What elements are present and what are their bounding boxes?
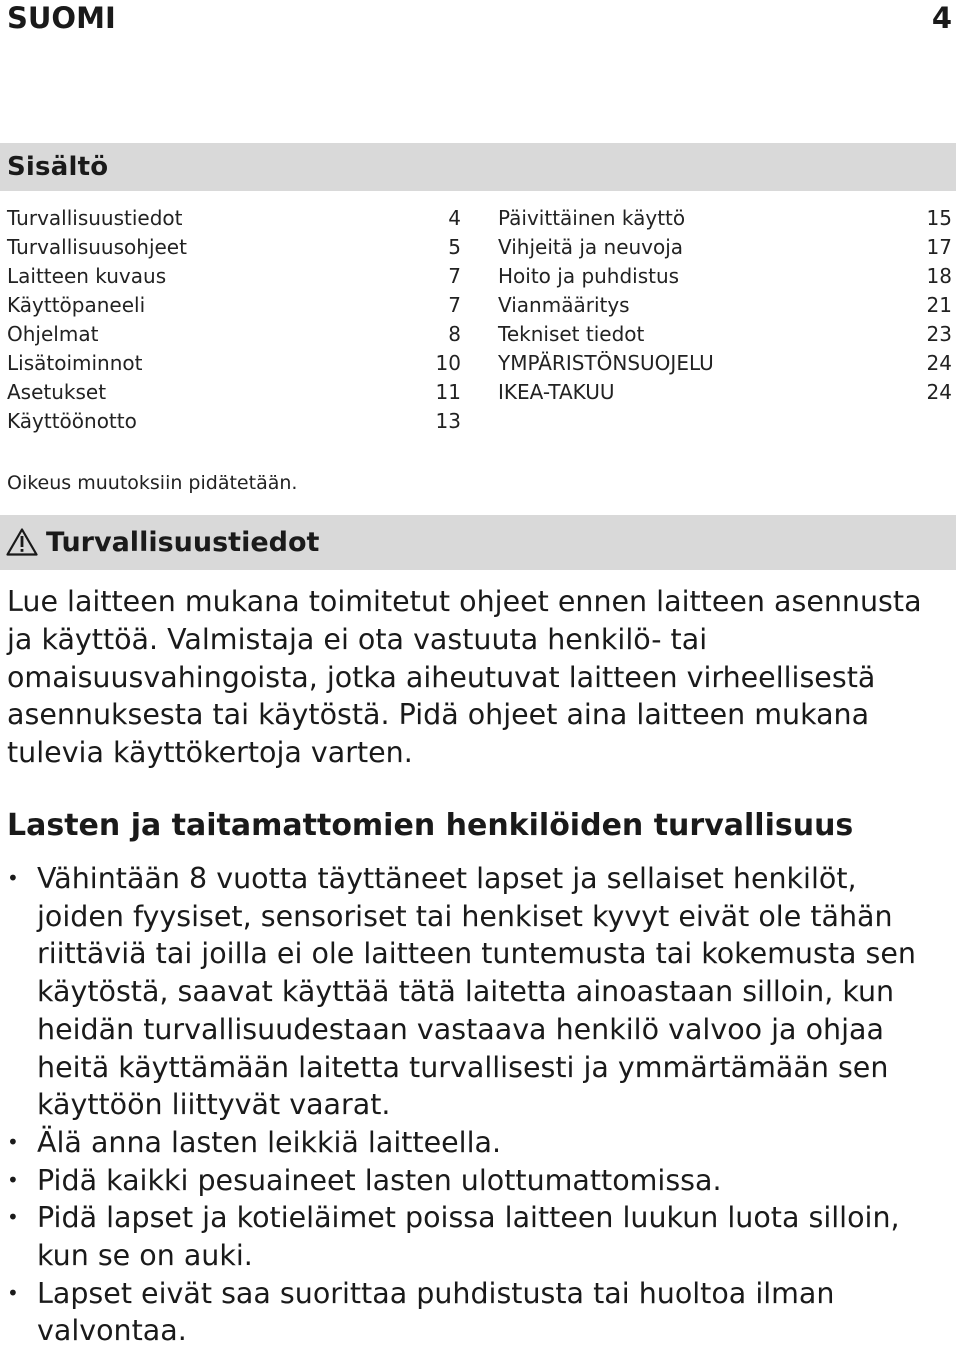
- toc-entry[interactable]: [7, 262, 461, 291]
- toc-entry-label: Vianmääritys: [498, 293, 630, 317]
- toc-entry-page: 5: [448, 235, 461, 259]
- toc-entry-label: Turvallisuustiedot: [7, 206, 183, 230]
- toc-entry[interactable]: [7, 233, 461, 262]
- toc-header-bar: [0, 143, 956, 191]
- toc-entry[interactable]: [498, 204, 952, 233]
- toc-entry[interactable]: [7, 291, 461, 320]
- list-item-text: Pidä kaikki pesuaineet lasten ulottumattomissa.: [37, 1163, 722, 1197]
- bullet-icon: •: [7, 866, 19, 890]
- toc-left-column: [7, 204, 461, 436]
- list-item: [0, 860, 950, 1124]
- bullet-icon: •: [7, 1129, 19, 1154]
- toc-entry-label: Ohjelmat: [7, 322, 99, 346]
- children-safety-heading: Lasten ja taitamattomien henkilöiden turvallisuus: [7, 808, 854, 843]
- list-item-text: Lapset eivät saa suorittaa puhdistusta tai huoltoa ilman valvontaa.: [37, 1276, 835, 1348]
- toc-entry-label: Lisätoiminnot: [7, 351, 143, 375]
- toc-entry-label: Hoito ja puhdistus: [498, 264, 680, 288]
- list-item: [0, 1124, 950, 1162]
- list-item: [0, 1199, 950, 1274]
- toc-entry-label: YMPÄRISTÖNSUOJELU: [498, 351, 714, 375]
- safety-header-bar: [0, 515, 956, 570]
- toc-entry-page: 10: [435, 351, 461, 375]
- toc-entry-page: 7: [448, 264, 461, 288]
- bullet-icon: •: [7, 1205, 19, 1230]
- list-item-text: Pidä lapset ja kotieläimet poissa laitteen luukun luota silloin, kun se on auki.: [37, 1201, 900, 1273]
- list-item-text: Vähintään 8 vuotta täyttäneet lapset ja sellaiset henkilöt, joiden fyysiset, sensoriset tai henkiset kyvyt eivät ole tähän riittäviä tai joilla ei ole laitteen tuntemusta tai kokemusta sen käytöstä, saavat käyttää tätä laitetta ainoastaan silloin, kun heidän turvallisuudestaan vastaava henkilö valvoo ja ohjaa heitä käyttämään laitetta turvallisesti ja ymmärtämään sen käyttöön liittyvät vaarat.: [37, 862, 916, 1122]
- toc-entry-label: Päivittäinen käyttö: [498, 206, 686, 230]
- bullet-icon: •: [7, 1280, 19, 1305]
- children-safety-list: [0, 860, 950, 1350]
- toc-entry-label: Tekniset tiedot: [498, 322, 645, 346]
- toc-entry[interactable]: [498, 378, 952, 407]
- toc-entry-page: 21: [926, 293, 952, 317]
- toc-entry-label: Asetukset: [7, 380, 107, 404]
- safety-title: Turvallisuustiedot: [46, 527, 320, 558]
- toc-entry[interactable]: [498, 291, 952, 320]
- toc-entry-label: IKEA-TAKUU: [498, 380, 615, 404]
- toc-entry-label: Laitteen kuvaus: [7, 264, 167, 288]
- toc-entry-page: 8: [448, 322, 461, 346]
- toc-entry[interactable]: [498, 233, 952, 262]
- toc-right-column: [498, 204, 952, 407]
- toc-entry-page: 23: [926, 322, 952, 346]
- page-number: 4: [931, 1, 952, 35]
- toc-entry-page: 11: [435, 380, 461, 404]
- toc-entry[interactable]: [498, 349, 952, 378]
- toc-entry[interactable]: [7, 320, 461, 349]
- toc-entry-label: Käyttöönotto: [7, 409, 137, 433]
- toc-entry-page: 24: [926, 380, 952, 404]
- toc-title: Sisältö: [7, 152, 109, 182]
- toc-entry-page: 7: [448, 293, 461, 317]
- toc-entry[interactable]: [7, 204, 461, 233]
- toc-entry[interactable]: [498, 320, 952, 349]
- toc-entry[interactable]: [7, 407, 461, 436]
- warning-icon: [6, 528, 38, 556]
- toc-entry-label: Turvallisuusohjeet: [7, 235, 187, 259]
- toc-entry-page: 18: [926, 264, 952, 288]
- toc-entry-page: 24: [926, 351, 952, 375]
- toc-entry-page: 4: [448, 206, 461, 230]
- toc-entry[interactable]: [498, 262, 952, 291]
- toc-entry-label: Käyttöpaneeli: [7, 293, 146, 317]
- toc-entry-page: 17: [926, 235, 952, 259]
- disclaimer-note: Oikeus muutoksiin pidätetään.: [7, 472, 298, 494]
- safety-intro-paragraph: Lue laitteen mukana toimitetut ohjeet ennen laitteen asennusta ja käyttöä. Valmistaja ei ota vastuuta henkilö- tai omaisuusvahingoista, jotka aiheutuvat laitteen virheellisestä asennuksesta tai käytöstä. Pidä ohjeet aina laitteen mukana tulevia käyttökertoja varten.: [7, 585, 922, 770]
- list-item: [0, 1275, 950, 1350]
- page-header: [0, 0, 960, 36]
- toc-entry-page: 15: [926, 206, 952, 230]
- toc-entry-page: 13: [435, 409, 461, 433]
- toc-entry[interactable]: [7, 378, 461, 407]
- toc-entry[interactable]: [7, 349, 461, 378]
- toc-entry-label: Vihjeitä ja neuvoja: [498, 235, 684, 259]
- language-label: SUOMI: [7, 1, 116, 35]
- list-item: [0, 1162, 950, 1200]
- list-item-text: Älä anna lasten leikkiä laitteella.: [37, 1125, 502, 1159]
- bullet-icon: •: [7, 1167, 19, 1192]
